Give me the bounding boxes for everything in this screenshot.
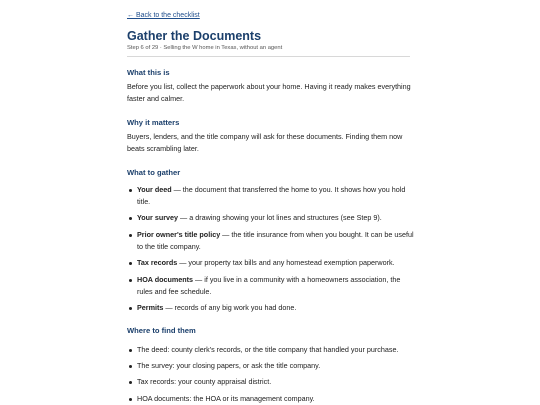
section-body-why: Buyers, lenders, and the title company will ask for these documents. Finding them now beats scrambling later. — [127, 132, 403, 153]
list-item-desc: — if you live in a community with a homeowners association, the rules and fee schedule. — [137, 275, 401, 296]
list-item-text: HOA documents: the HOA or its management company. — [137, 394, 315, 403]
list-item-term: Your survey — [137, 213, 179, 222]
bullet — [129, 381, 132, 384]
bullet — [129, 365, 132, 368]
section-heading-what: What this is — [127, 68, 170, 77]
list-item-desc: — the title insurance from when you bought. It can be useful to the title company. — [137, 230, 414, 251]
list-item-term: Tax records — [137, 258, 178, 267]
list-item-term: Permits — [137, 303, 164, 312]
list-item-term: HOA documents — [137, 275, 194, 284]
list-item — [127, 302, 417, 314]
step-indicator: Step 6 of 29 · Selling the W home in Texas, without an agent — [127, 45, 283, 51]
bullet — [129, 217, 132, 220]
list-item-text: Tax records: your county appraisal district. — [137, 377, 272, 386]
back-to-checklist-link[interactable]: ← Back to the checklist — [127, 12, 200, 19]
list-item-term: Your deed — [137, 185, 172, 194]
list-item — [127, 257, 417, 269]
list-item-desc: — the document that transferred the home to you. It shows how you hold title. — [137, 185, 406, 206]
bullet — [129, 307, 132, 310]
section-heading-why: Why it matters — [127, 118, 180, 127]
divider — [127, 56, 410, 57]
list-item — [127, 212, 417, 224]
list-item — [127, 274, 417, 297]
list-item — [127, 344, 417, 356]
section-heading-where: Where to find them — [127, 326, 196, 335]
bullet — [129, 189, 132, 192]
page-title: Gather the Documents — [127, 29, 262, 43]
list-item-desc: — a drawing showing your lot lines and structures (see Step 9). — [178, 213, 382, 222]
list-item-desc: — records of any big work you had done. — [163, 303, 297, 312]
list-item — [127, 184, 417, 207]
list-item-text: The deed: county clerk's records, or the title company that handled your purchase. — [137, 345, 399, 354]
list-item-term: Prior owner's title policy — [137, 230, 221, 239]
section-heading-gather: What to gather — [127, 168, 181, 177]
list-item — [127, 376, 417, 388]
bullet — [129, 262, 132, 265]
list-item — [127, 393, 417, 405]
list-item — [127, 229, 417, 252]
list-item-text: The survey: your closing papers, or ask the title company. — [137, 361, 321, 370]
bullet — [129, 349, 132, 352]
list-item — [127, 360, 417, 372]
list-item-desc: — your property tax bills and any homestead exemption paperwork. — [177, 258, 395, 267]
bullet — [129, 279, 132, 282]
section-body-what: Before you list, collect the paperwork about your home. Having it ready makes everything faster and calmer. — [127, 82, 411, 103]
bullet — [129, 398, 132, 401]
bullet — [129, 234, 132, 237]
